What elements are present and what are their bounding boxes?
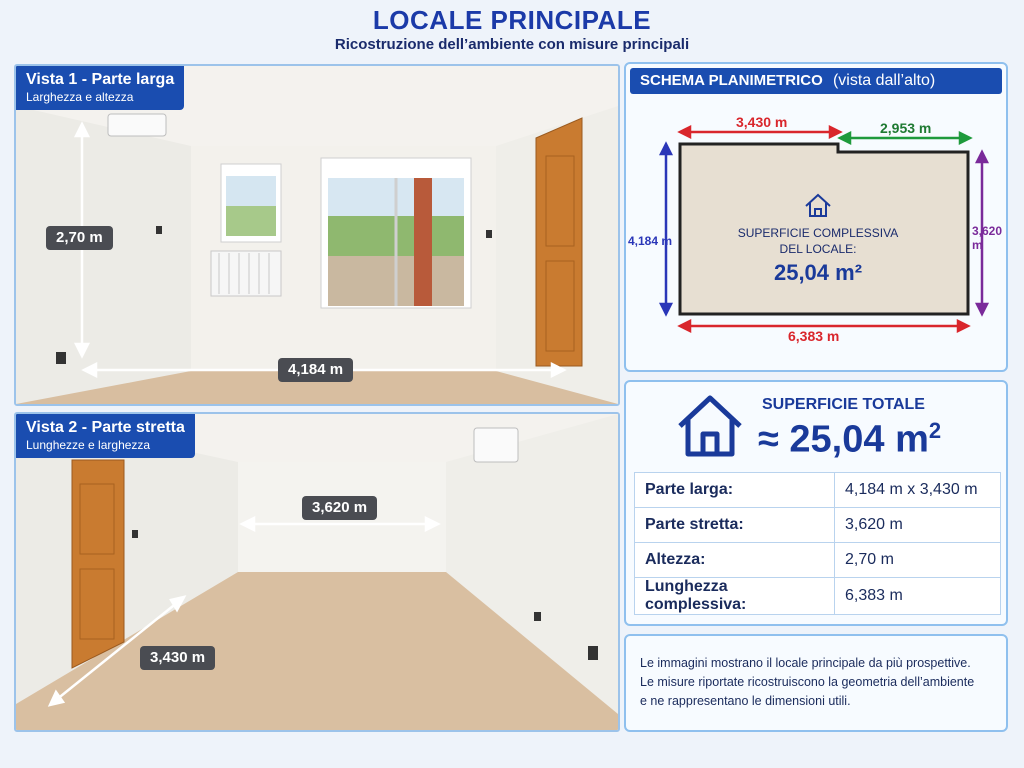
schema-top-left-label: 3,430 m	[736, 114, 788, 130]
table-row	[635, 473, 1001, 508]
page-title: LOCALE PRINCIPALE	[372, 5, 652, 35]
schema-center-line2: DEL LOCALE:	[779, 242, 857, 256]
note-line1: Le immagini mostrano il locale principale da più prospettive.	[640, 656, 971, 670]
view1-width-tag: 4,184 m	[278, 358, 353, 382]
total-title: SUPERFICIE TOTALE	[762, 396, 925, 413]
row-value: 3,620 m	[835, 508, 1001, 543]
row-value: 6,383 m	[835, 578, 1001, 615]
view2-title: Vista 2 - Parte stretta	[26, 419, 185, 436]
view2-length-tag: 3,430 m	[140, 646, 215, 670]
row-label: Parte stretta:	[635, 508, 835, 543]
page-header	[0, 4, 1024, 54]
row-label: Parte larga:	[635, 473, 835, 508]
table-row	[635, 508, 1001, 543]
total-value-text: ≈ 25,04 m	[758, 418, 929, 461]
schema-title-note: (vista dall’alto)	[832, 72, 936, 89]
note-panel	[624, 634, 1008, 732]
row-label: Altezza:	[635, 543, 835, 578]
note-line3: e ne rappresentano le dimensioni utili.	[640, 694, 851, 708]
schema-right-label: 3,620 m	[972, 224, 1003, 252]
schema-left-label: 4,184 m	[628, 234, 673, 248]
view2-label	[16, 414, 195, 458]
note-text	[640, 654, 974, 711]
schema-center-line1: SUPERFICIE COMPLESSIVA	[737, 226, 899, 240]
total-panel	[624, 380, 1008, 626]
row-value: 4,184 m x 3,430 m	[835, 473, 1001, 508]
total-value-exp: 2	[928, 418, 942, 443]
total-value	[758, 418, 941, 462]
schema-bottom-label: 6,383 m	[788, 328, 840, 344]
view1-height-tag: 2,70 m	[46, 226, 113, 250]
view1-subtitle: Larghezza e altezza	[26, 90, 134, 104]
view2-subtitle: Lunghezze e larghezza	[26, 438, 151, 452]
view2-width-tag: 3,620 m	[302, 496, 377, 520]
table-row	[635, 543, 1001, 578]
table-row	[635, 578, 1001, 615]
view1-photo	[14, 64, 620, 406]
schema-panel	[624, 62, 1008, 372]
schema-center-value: 25,04 m²	[773, 260, 863, 285]
page-subtitle: Ricostruzione dell’ambiente con misure principali	[334, 36, 690, 53]
total-house-icon	[676, 394, 746, 460]
floor-plan-diagram	[626, 64, 1006, 370]
view1-title: Vista 1 - Parte larga	[26, 71, 175, 88]
row-label: Lunghezza complessiva:	[635, 578, 835, 615]
row-value: 2,70 m	[835, 543, 1001, 578]
room-narrow-illustration	[16, 414, 618, 730]
view1-label	[16, 66, 184, 110]
measurements-table	[634, 472, 1001, 615]
note-line2: Le misure riportate ricostruiscono la geometria dell’ambiente	[640, 675, 975, 689]
schema-title: SCHEMA PLANIMETRICO	[640, 72, 823, 89]
view2-photo	[14, 412, 620, 732]
schema-top-right-label: 2,953 m	[880, 120, 932, 136]
